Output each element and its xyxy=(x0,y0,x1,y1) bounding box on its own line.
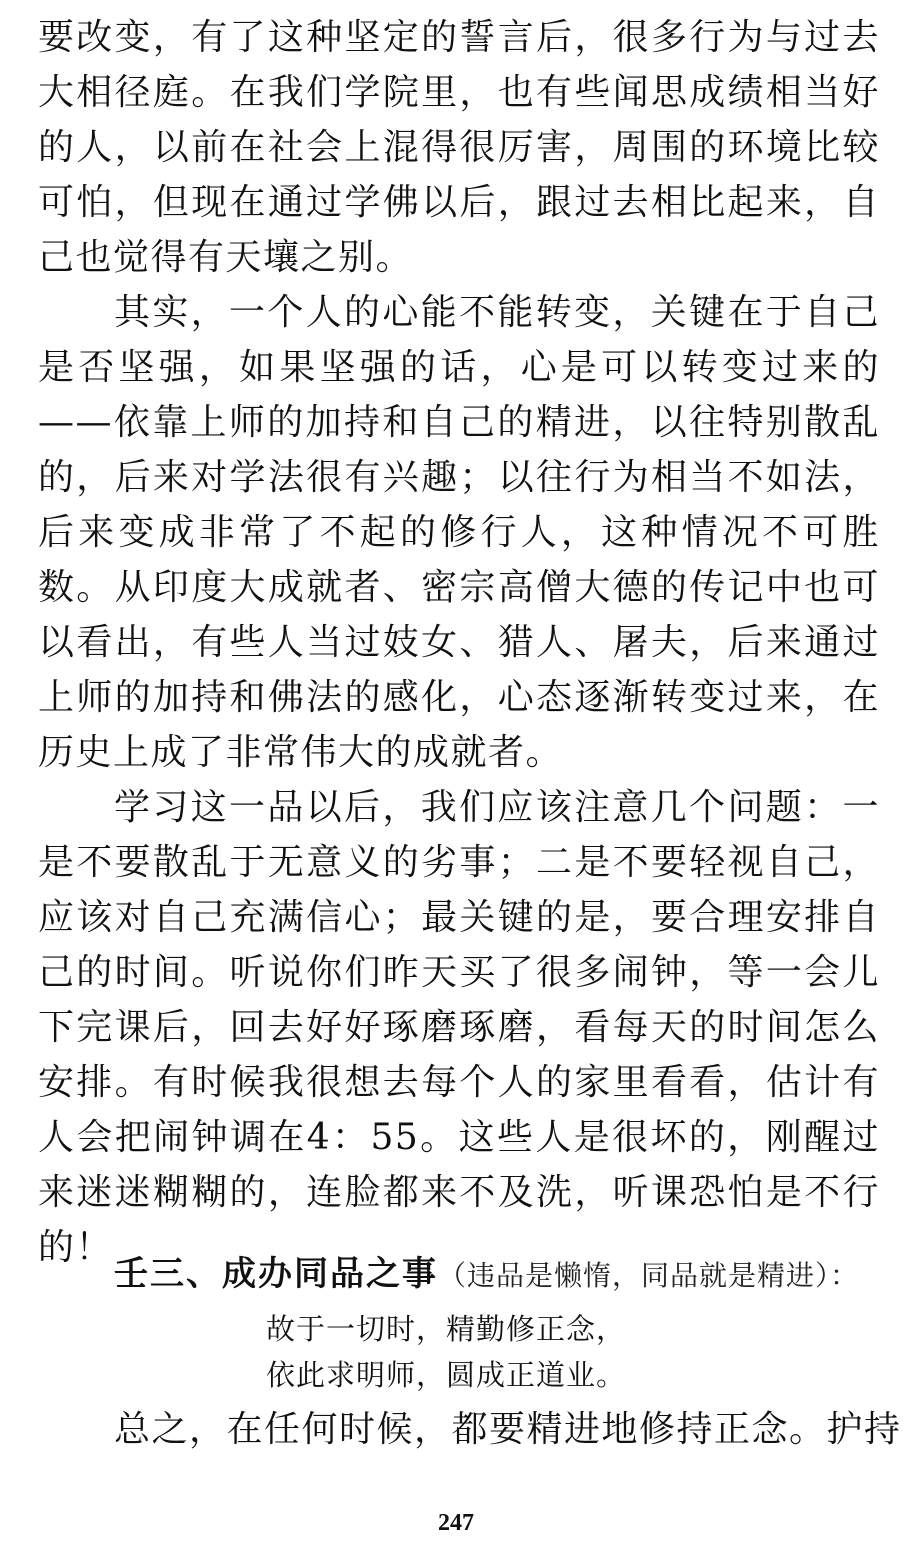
paragraph-3: 学习这一品以后，我们应该注意几个问题：一是不要散乱于无意义的劣事；二是不要轻视自己，应该对自己充满信心；最关键的是，要合理安排自己的时间。听说你们昨天买了很多闹钟，等一会儿下完课后，回去好好琢磨琢磨，看每天的时间怎么安排。有时候我很想去每个人的家里看看，估计有人会把闹钟调在4：55。这些人是很坏的，刚醒过来迷迷糊糊的，连脸都来不及洗，听课恐怕是不行的！ xyxy=(38,787,880,1268)
page-number: 247 xyxy=(438,1510,474,1536)
section-heading xyxy=(38,1248,880,1306)
verse xyxy=(38,1306,880,1398)
verse-line-2: 依此求明师，圆成正道业。 xyxy=(266,1358,627,1392)
verse-line-1: 故于一切时，精勤修正念， xyxy=(266,1312,627,1346)
paragraph-1: 要改变，有了这种坚定的誓言后，很多行为与过去大相径庭。在我们学院里，也有些闻思成绩相当好的人，以前在社会上混得很厉害，周围的环境比较可怕，但现在通过学佛以后，跟过去相比起来，自己也觉得有天壤之别。 xyxy=(38,17,880,278)
section-heading-title: 壬三、成办同品之事 xyxy=(114,1254,438,1294)
section-block xyxy=(38,1248,902,1457)
section-heading-note: （违品是懒惰，同品就是精进）： xyxy=(438,1259,860,1292)
closing-paragraph: 总之，在任何时候，都要精进地修持正念。护持 xyxy=(114,1409,902,1450)
main-text xyxy=(38,10,880,1275)
paragraph-2: 其实，一个人的心能不能转变，关键在于自己是否坚强，如果坚强的话，心是可以转变过来的——依靠上师的加持和自己的精进，以往特别散乱的，后来对学法很有兴趣；以往行为相当不如法，后来变成非常了不起的修行人，这种情况不可胜数。从印度大成就者、密宗高僧大德的传记中也可以看出，有些人当过妓女、猎人、屠夫，后来通过上师的加持和佛法的感化，心态逐渐转变过来，在历史上成了非常伟大的成就者。 xyxy=(38,292,880,773)
